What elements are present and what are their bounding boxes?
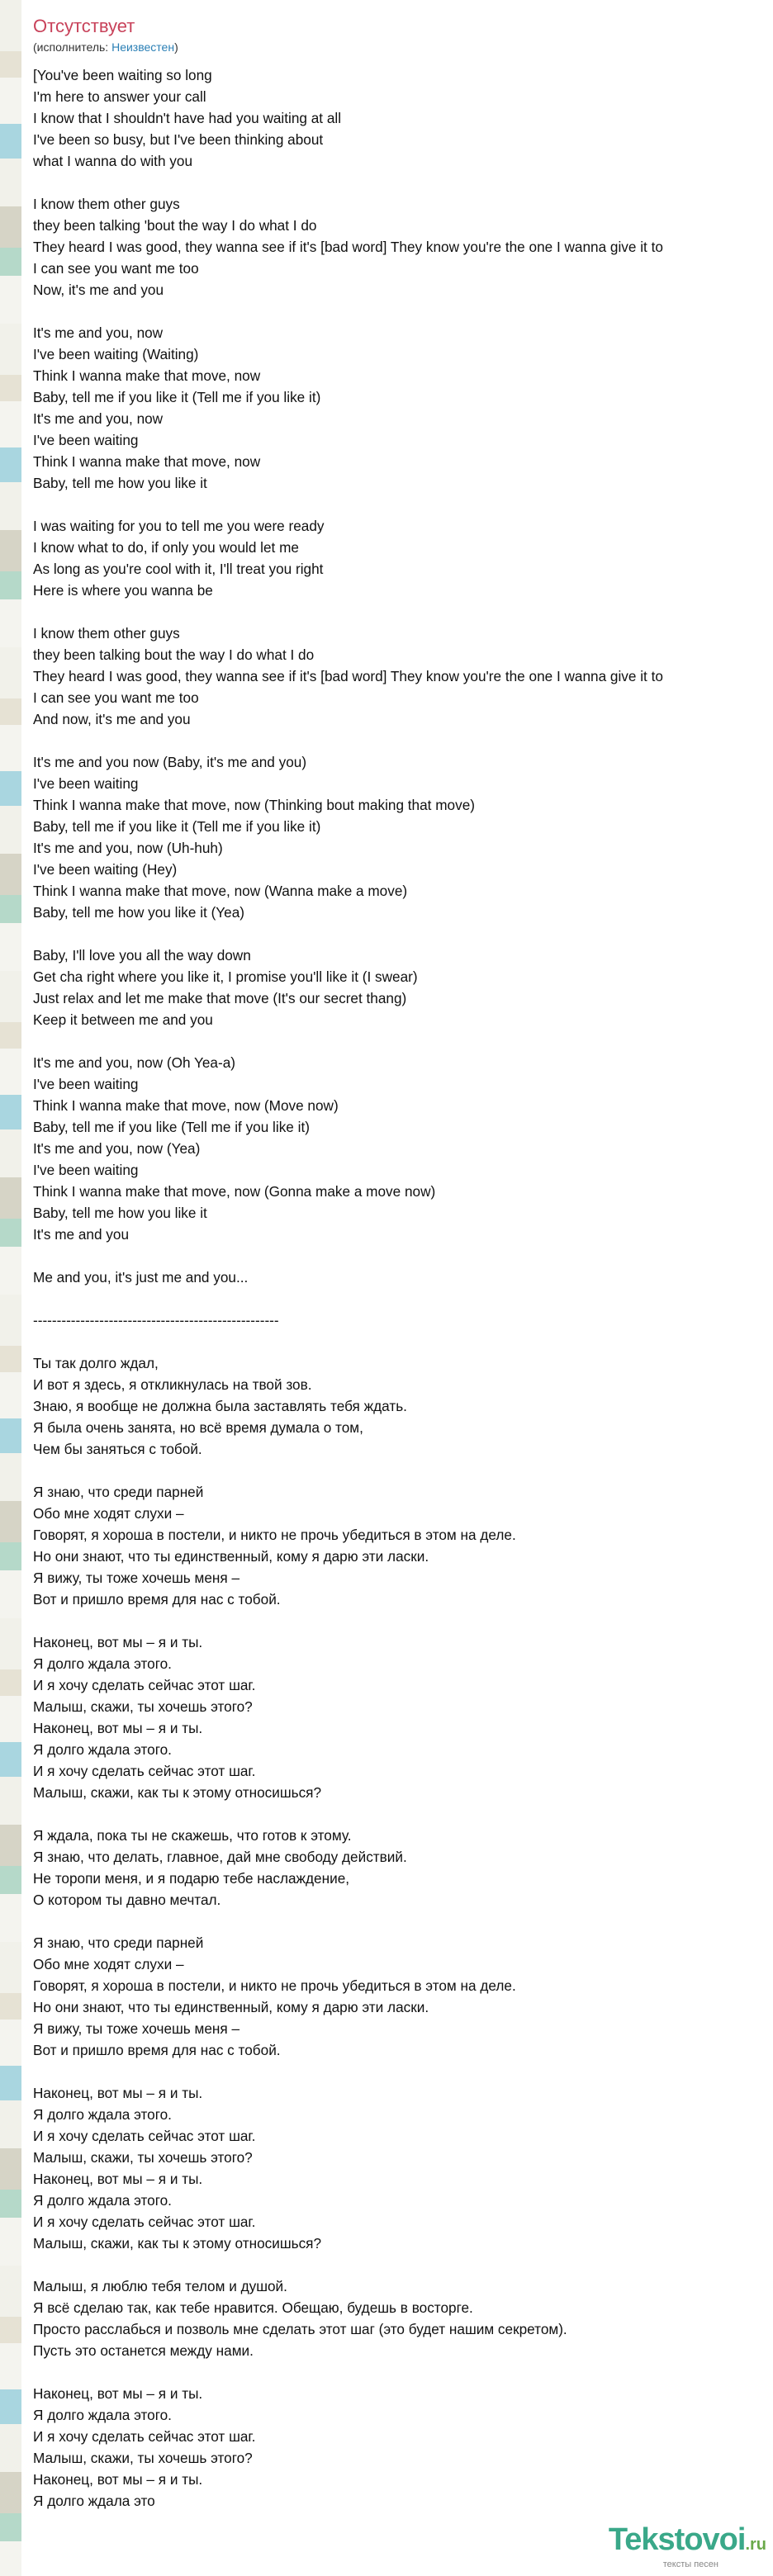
logo-tagline: тексты песен [662, 2559, 718, 2569]
site-logo[interactable] [609, 2523, 766, 2569]
artist-line [33, 40, 773, 54]
artist-suffix: ) [174, 40, 178, 54]
artist-link[interactable]: Неизвестен [111, 40, 175, 54]
song-header [21, 0, 773, 54]
logo-wordmark [609, 2523, 766, 2561]
logo-name: Tekstovoi [608, 2522, 746, 2557]
song-title: Отсутствует [33, 16, 135, 36]
logo-tld: .ru [745, 2536, 766, 2554]
lyrics-text: [You've been waiting so long I'm here to answer your call I know that I shouldn't have had you waiting at all I've been so busy, but I've been thinking about what I wanna do with you I know them other guys they been talking 'bout the way I do what I do They heard I was good, they wanna see if it's [bad word] They know you're the one I wanna give it to I can see you want me too Now, it's me and you It's me and you, now I've been waiting (Waiting) Think I wanna make that move, now Baby, tell me if you like it (Tell me if you like it) It's me and you, now I've been waiting Think I wanna make that move, now Baby, tell me how you like it I was waiting for you to tell me you were ready I know what to do, if only you would let me As long as you're cool with it, I'll treat you right Here is where you wanna be I know them other guys they been talking bout the way I do what I do They heard I was good, they wanna see if it's [bad word] They know you're the one I wanna give it to I can see you want me too And now, it's me and you It's me and you now (Baby, it's me and you) I've been waiting Think I wanna make that move, now (Thinking bout making that move) Baby, tell me if you like it (Tell me if you like it) It's me and you, now (Uh-huh) I've been waiting (Hey) Think I wanna make that move, now (Wanna make a move) Baby, tell me how you like it (Yea) Baby, I'll love you all the way down Get cha right where you like it, I promise you'll like it (I swear) Just relax and let me make that move (It's our secret thang) Keep it between me and you It's me and you, now (Oh Yea-a) I've been waiting Think I wanna make that move, now (Move now) Baby, tell me if you like (Tell me if you like it) It's me and you, now (Yea) I've been waiting Think I wanna make that move, now (Gonna make a move now) Baby, tell me how you like it It's me and you Me and you, it's just me and you... ---------------------------------------------------- Ты так долго ждал, И вот я здесь, я откликнулась на твой зов. Знаю, я вообще не должна была заставлять тебя ждать. Я была очень занята, но всё время думала о том, Чем бы заняться с тобой. Я знаю, что среди парней Обо мне ходят слухи – Говорят, я хороша в постели, и никто не прочь убедиться в этом на деле. Но они знают, что ты единственный, кому я дарю эти ласки. Я вижу, ты тоже хочешь меня – Вот и пришло время для нас с тобой. Наконец, вот мы – я и ты. Я долго ждала этого. И я хочу сделать сейчас этот шаг. Малыш, скажи, ты хочешь этого? Наконец, вот мы – я и ты. Я долго ждала этого. И я хочу сделать сейчас этот шаг. Малыш, скажи, как ты к этому относишься? Я ждала, пока ты не скажешь, что готов к этому. Я знаю, что делать, главное, дай мне свободу действий. Не торопи меня, и я подарю тебе наслаждение, О котором ты давно мечтал. Я знаю, что среди парней Обо мне ходят слухи – Говорят, я хороша в постели, и никто не прочь убедиться в этом на деле. Но они знают, что ты единственный, кому я дарю эти ласки. Я вижу, ты тоже хочешь меня – Вот и пришло время для нас с тобой. Наконец, вот мы – я и ты. Я долго ждала этого. И я хочу сделать сейчас этот шаг. Малыш, скажи, ты хочешь этого? Наконец, вот мы – я и ты. Я долго ждала этого. И я хочу сделать сейчас этот шаг. Малыш, скажи, как ты к этому относишься? Малыш, я люблю тебя телом и душой. Я всё сделаю так, как тебе нравится. Обещаю, будешь в восторге. Просто расслабься и позволь мне сделать этот шаг (это будет нашим секретом). Пусть это останется между нами. Наконец, вот мы – я и ты. Я долго ждала этого. И я хочу сделать сейчас этот шаг. Малыш, скажи, ты хочешь этого? Наконец, вот мы – я и ты. Я долго ждала это [33, 67, 663, 2509]
artist-prefix: (исполнитель: [33, 40, 112, 54]
page [21, 0, 773, 2576]
